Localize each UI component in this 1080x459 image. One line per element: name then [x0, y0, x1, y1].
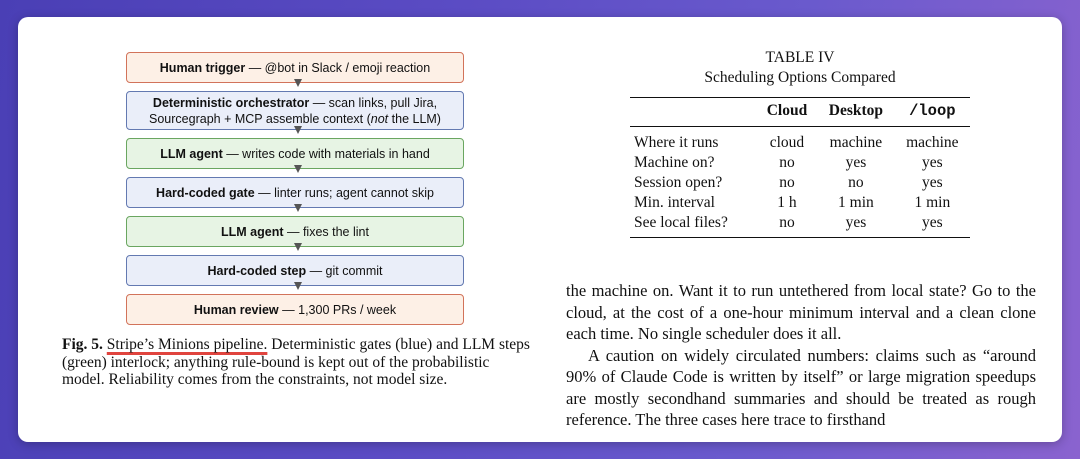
flow-arrow	[126, 169, 464, 177]
step-description: — fixes the lint	[283, 224, 369, 239]
pipeline-diagram	[126, 52, 466, 325]
cell: no	[848, 174, 864, 191]
header-empty	[630, 98, 757, 127]
row-label: Session open?	[634, 174, 723, 191]
flow-arrow	[126, 286, 464, 294]
row-label: Min. interval	[634, 194, 715, 211]
cell: 1 min	[838, 194, 874, 211]
step-description: — writes code with materials in hand	[222, 146, 430, 161]
step-title: LLM agent	[160, 146, 223, 161]
row-label: See local files?	[630, 213, 757, 238]
caption-text: Deterministic gates (blue) and LLM steps (green) interlock; anything rule-bound is kept out of the probabilistic model. Reliability comes from the constraints, not model size.	[62, 336, 530, 388]
table-title: Scheduling Options Compared	[704, 69, 896, 86]
cell: 1 min	[914, 194, 951, 211]
scheduling-table	[630, 97, 970, 238]
step-title: Hard-coded gate	[156, 185, 255, 200]
header-loop: /loop	[895, 98, 970, 127]
cell: no	[757, 213, 817, 238]
table-number: TABLE IV	[765, 49, 835, 66]
cell: yes	[921, 174, 943, 191]
step-deterministic-orchestrator	[126, 91, 464, 130]
cell: machine	[906, 134, 959, 151]
figure-caption	[62, 336, 534, 389]
table-row	[630, 127, 970, 154]
step-description-line2-end: the LLM)	[388, 111, 441, 126]
flow-arrow	[126, 130, 464, 138]
flow-arrow	[126, 83, 464, 91]
paper-page	[18, 17, 1062, 442]
step-description: — 1,300 PRs / week	[278, 302, 397, 317]
cell: yes	[817, 213, 895, 238]
table-row	[630, 213, 970, 238]
cell: cloud	[769, 134, 805, 151]
step-human-review	[126, 294, 464, 325]
step-description-line2: Sourcegraph + MCP assemble context (	[149, 111, 371, 126]
step-title: Deterministic orchestrator	[152, 95, 310, 110]
header-desktop: Desktop	[817, 98, 895, 127]
step-title: Hard-coded step	[207, 263, 307, 278]
step-title: Human trigger	[159, 60, 246, 75]
table-row	[630, 173, 970, 193]
cell: yes	[895, 213, 970, 238]
cell: 1 h	[777, 194, 797, 211]
cell: yes	[921, 154, 943, 171]
table-row	[630, 193, 970, 213]
cell: machine	[829, 134, 883, 151]
step-description: — git commit	[306, 263, 383, 278]
figure-label: Fig. 5.	[62, 336, 103, 353]
paragraph: the machine on. Want it to run untethered from local state? Go to the cloud, at the cost of a one-hour minimum interval and a clean clone each time. No single scheduler does it all.	[566, 281, 1036, 343]
row-label: Machine on?	[634, 154, 715, 171]
step-emphasis: not	[370, 111, 389, 126]
step-title: Human review	[193, 302, 279, 317]
cell: no	[779, 174, 795, 191]
paragraph: A caution on widely circulated numbers: claims such as “around 90% of Claude Code is written by itself” or large migration speedups are mostly secondhand summaries and should be treated as rough reference. The three cases here trace to firsthand	[566, 345, 1036, 429]
cell: yes	[845, 154, 867, 171]
body-text	[566, 280, 1036, 431]
flow-arrow	[126, 208, 464, 216]
step-title: LLM agent	[221, 224, 284, 239]
flow-arrow	[126, 247, 464, 255]
highlighted-phrase: Stripe’s Minions pipeline.	[106, 336, 268, 353]
table-heading	[630, 48, 970, 88]
step-description: — linter runs; agent cannot skip	[254, 185, 434, 200]
cell: no	[779, 154, 795, 171]
table-row	[630, 153, 970, 173]
step-description: — @bot in Slack / emoji reaction	[245, 60, 431, 75]
row-label: Where it runs	[634, 134, 719, 151]
step-description: — scan links, pull Jira,	[309, 95, 438, 110]
table-header-row	[630, 98, 970, 127]
header-cloud: Cloud	[757, 98, 817, 127]
